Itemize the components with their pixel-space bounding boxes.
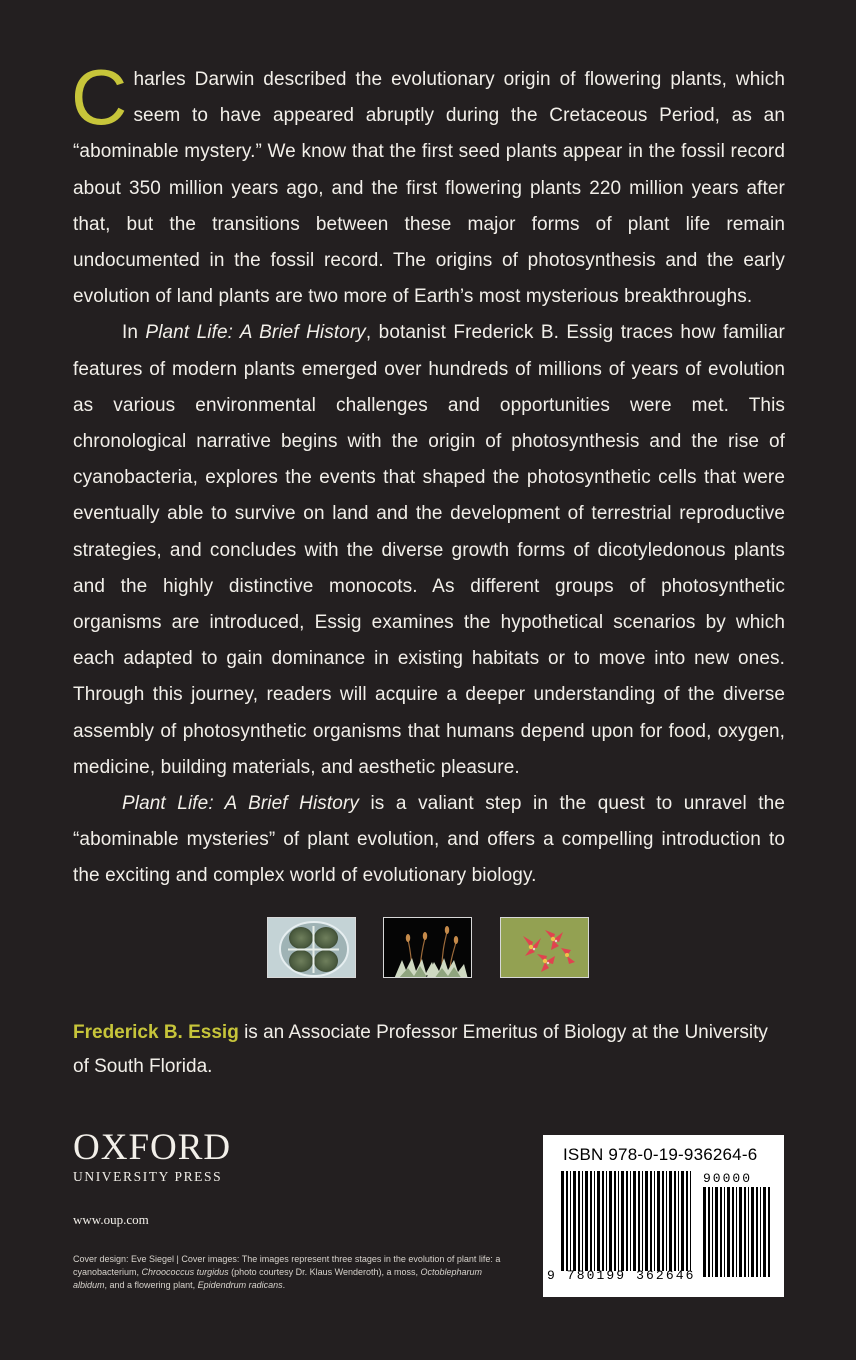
barcode-bar	[751, 1187, 754, 1277]
description-blurb	[71, 53, 785, 895]
blurb-p2-lead: In	[122, 322, 146, 344]
publisher-url: www.oup.com	[73, 1212, 149, 1227]
author-bio	[73, 1016, 785, 1084]
barcode-bar	[662, 1171, 664, 1271]
publisher-sub: UNIVERSITY PRESS	[73, 1169, 223, 1184]
barcode-bar	[585, 1171, 588, 1271]
credits-part-3: , and a flowering plant,	[104, 1280, 198, 1290]
barcode-bar	[768, 1187, 770, 1277]
credits-part-2: (photo courtesy Dr. Klaus Wenderoth), a moss,	[228, 1267, 421, 1277]
barcode-bar	[760, 1187, 761, 1277]
barcode-bar	[678, 1171, 679, 1271]
barcode-bar	[626, 1171, 628, 1271]
blurb-paragraph-2	[73, 315, 785, 786]
barcode-bar	[642, 1171, 643, 1271]
blurb-p3-text: is a valiant step in the quest to unravel the “abominable mysteries” of plant evolution, and offers a compelling introduction to the exciting and complex world of evolutionary biology.	[73, 793, 785, 887]
barcode-bar	[590, 1171, 592, 1271]
barcode-bar	[739, 1187, 742, 1277]
barcode-bar	[708, 1187, 710, 1277]
barcode-bar	[618, 1171, 619, 1271]
barcode-bar	[573, 1171, 576, 1271]
blurb-p1-text: harles Darwin described the evolutionary origin of flowering plants, which seem to have appeared abruptly during the Cretaceous Period, as an “abominable mystery.” We know that the first seed plants appear in the fossil record about 350 million years ago, and the first flowering plants 220 million years after that, but the transitions between these major forms of plant life remain undocumented in the fossil record. The origins of photosynthesis and the early evolution of land plants are two more of Earth’s most mysterious breakthroughs.	[73, 69, 785, 308]
barcode-bar	[724, 1187, 725, 1277]
barcode-bar	[582, 1171, 583, 1271]
publisher-block	[73, 1127, 232, 1228]
barcode-bar	[566, 1171, 568, 1271]
barcode-bar	[690, 1171, 691, 1271]
barcode-bar	[744, 1187, 746, 1277]
cyanobacterium-image	[267, 917, 356, 978]
barcode-bar	[657, 1171, 660, 1271]
barcode-bar	[720, 1187, 722, 1277]
drop-cap: C	[71, 53, 128, 141]
barcode-bar	[609, 1171, 612, 1271]
credits-part-4: .	[282, 1280, 286, 1290]
barcode-bar	[570, 1171, 571, 1271]
barcode-bar	[633, 1171, 636, 1271]
barcode-ean-number: 9 780199 362646	[547, 1268, 696, 1283]
barcode-bar	[727, 1187, 730, 1277]
isbn-barcode	[543, 1135, 784, 1297]
barcode-bar	[736, 1187, 737, 1277]
barcode-bar	[561, 1171, 564, 1271]
barcode-bar	[712, 1187, 713, 1277]
barcode-bar	[715, 1187, 718, 1277]
credits-species-1: Chroococcus turgidus	[141, 1267, 229, 1277]
blurb-paragraph-1	[71, 53, 785, 315]
barcode-bar	[614, 1171, 616, 1271]
credits-species-2: Octoblepharum albidum	[73, 1267, 483, 1290]
book-title-italic: Plant Life: A Brief History	[145, 322, 366, 344]
barcode-bar	[621, 1171, 624, 1271]
blurb-p2-text: , botanist Frederick B. Essig traces how familiar features of modern plants emerged over hundreds of millions of years of evolution as various environmental challenges and opportunities were met. This chronological narrative begins with the origin of photosynthesis and the rise of cyanobacteria, explores the events that shaped the photosynthetic cells that were eventually able to survive on land and the development of terrestrial reproductive strategies, and concludes with the diverse growth forms of dicotyledonous plants and the highly distinctive monocots. As different groups of photosynthetic organisms are introduced, Essig examines the hypothetical scenarios by which each adapted to gain dominance in existing habitats or to move into new ones. Through this journey, readers will acquire a deeper understanding of the diverse assembly of photosynthetic organisms that humans depend upon for food, oxygen, medicine, building materials, and aesthetic pleasure.	[73, 322, 785, 778]
barcode-bar	[686, 1171, 688, 1271]
isbn-number: ISBN 978-0-19-936264-6	[563, 1145, 758, 1164]
barcode-bar	[606, 1171, 607, 1271]
barcode-bar	[756, 1187, 758, 1277]
barcode-bar	[669, 1171, 672, 1271]
publisher-logo-name: OXFORD	[73, 1127, 232, 1168]
barcode-bar	[638, 1171, 640, 1271]
book-title-italic: Plant Life: A Brief History	[122, 793, 359, 815]
barcode-bar	[681, 1171, 684, 1271]
author-bio-text: is an Associate Professor Emeritus of Biology at the University of South Florida.	[73, 1022, 768, 1077]
barcode-bar	[650, 1171, 652, 1271]
barcode-bar	[578, 1171, 580, 1271]
flowering-plant-image	[500, 917, 589, 978]
barcode-bar	[666, 1171, 667, 1271]
barcode-bar	[645, 1171, 648, 1271]
cover-credits	[73, 1253, 503, 1292]
barcode-bar	[597, 1171, 600, 1271]
credits-part-1: Cover design: Eve Siegel | Cover images: The images represent three stages in the evolution of plant life: a cyanobacterium,	[73, 1254, 501, 1277]
barcode-bar	[630, 1171, 631, 1271]
barcode-bar	[763, 1187, 766, 1277]
barcode-bar	[654, 1171, 655, 1271]
blurb-paragraph-3	[73, 786, 785, 895]
barcode-bar	[602, 1171, 604, 1271]
barcode-bar	[703, 1187, 706, 1277]
author-name: Frederick B. Essig	[73, 1022, 239, 1043]
barcode-bar	[674, 1171, 676, 1271]
barcode-bar	[732, 1187, 734, 1277]
moss-image	[383, 917, 472, 978]
credits-species-3: Epidendrum radicans	[197, 1280, 283, 1290]
barcode-bar	[594, 1171, 595, 1271]
barcode-bar	[748, 1187, 749, 1277]
barcode-addon-number: 90000	[703, 1171, 753, 1186]
